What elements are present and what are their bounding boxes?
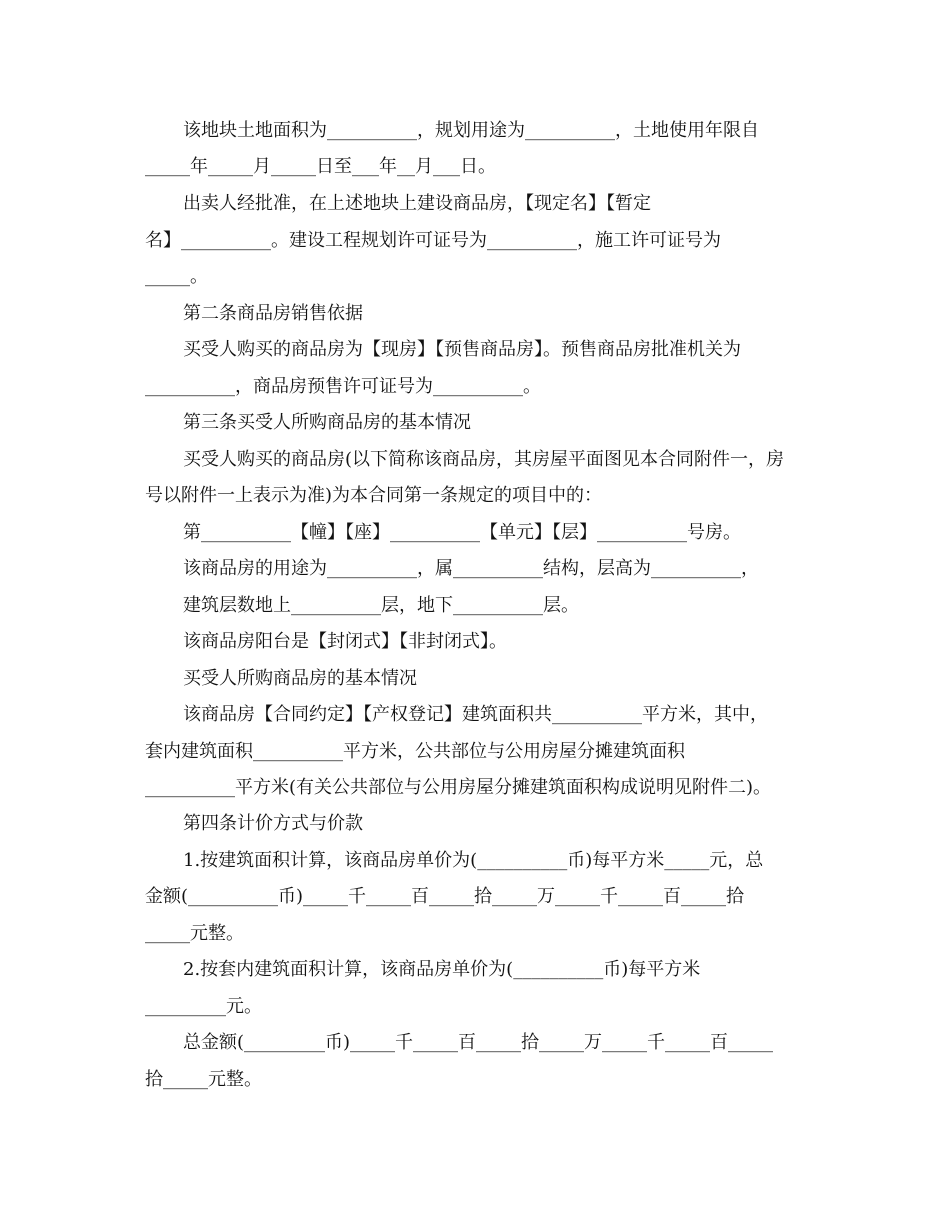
line-text: 套内建筑面积__________平方米，公共部位与公用房屋分摊建筑面积 <box>145 741 685 762</box>
text-line <box>0 155 496 179</box>
text-line <box>0 192 651 216</box>
text-line <box>0 557 759 581</box>
text-line <box>0 776 771 800</box>
section-heading <box>0 812 363 836</box>
text-line <box>0 265 208 289</box>
line-text: 总金额(_________币)_____千_____百_____拾_____万_____千_____百_____ <box>183 1032 774 1053</box>
line-text: 出卖人经批准，在上述地块上建设商品房，【现定名】【暂定 <box>183 193 651 214</box>
line-text: 2.按套内建筑面积计算，该商品房单价为(__________币)每平方米 <box>183 959 701 980</box>
section-heading <box>0 411 471 435</box>
text-line <box>0 484 602 508</box>
line-text: 该商品房【合同约定】【产权登记】建筑面积共__________平方米，其中， <box>183 704 768 725</box>
line-text: 该商品房阳台是【封闭式】【非封闭式】。 <box>183 631 507 652</box>
line-text: 金额(__________币)_____千_____百_____拾_____万_____千_____百_____拾 <box>145 886 745 907</box>
line-text: 买受人购买的商品房(以下简称该商品房，其房屋平面图见本合同附件一，房 <box>183 449 785 470</box>
line-text: 建筑层数地上__________层，地下__________层。 <box>183 595 579 616</box>
text-line <box>0 594 579 618</box>
section-heading <box>0 302 363 326</box>
line-text: 名】__________。建设工程规划许可证号为__________，施工许可证号为 <box>145 230 721 251</box>
line-text: 买受人所购商品房的基本情况 <box>183 668 417 689</box>
line-text: 第__________【幢】【座】__________【单元】【层】__________号房。 <box>183 522 741 543</box>
line-text: _____年_____月_____日至___年__月___日。 <box>145 156 496 177</box>
line-text: 第二条商品房销售依据 <box>183 303 363 324</box>
line-text: 号以附件一上表示为准)为本合同第一条规定的项目中的： <box>145 485 603 506</box>
line-text: _____元整。 <box>145 923 244 944</box>
line-text: 拾_____元整。 <box>145 1069 262 1090</box>
line-text: 买受人购买的商品房为【现房】【预售商品房】。预售商品房批准机关为 <box>183 339 741 360</box>
line-text: 第四条计价方式与价款 <box>183 813 363 834</box>
text-line <box>0 995 262 1019</box>
text-line <box>0 922 244 946</box>
text-line <box>0 375 541 399</box>
line-text: 该商品房的用途为__________，属__________结构，层高为__________， <box>183 558 759 579</box>
line-text: __________，商品房预售许可证号为__________。 <box>145 376 541 397</box>
text-line <box>0 338 741 362</box>
text-line <box>0 448 784 472</box>
line-text: 第三条买受人所购商品房的基本情况 <box>183 412 471 433</box>
line-text: 1.按建筑面积计算，该商品房单价为(__________币)每平方米_____元，总 <box>183 850 764 871</box>
text-line <box>0 521 741 545</box>
line-text: _____。 <box>145 266 208 287</box>
text-line <box>0 630 507 654</box>
text-line <box>0 229 721 253</box>
text-line <box>0 703 768 727</box>
text-line <box>0 1031 773 1055</box>
text-line <box>0 958 700 982</box>
text-line <box>0 740 685 764</box>
line-text: 该地块土地面积为__________，规划用途为__________，土地使用年限自 <box>183 120 759 141</box>
text-line <box>0 1068 262 1092</box>
text-line <box>0 849 763 873</box>
line-text: _________元。 <box>145 996 262 1017</box>
text-line <box>0 119 759 143</box>
line-text: __________平方米(有关公共部位与公用房屋分摊建筑面积构成说明见附件二)。 <box>145 777 772 798</box>
section-heading <box>0 667 417 691</box>
text-line <box>0 885 744 909</box>
